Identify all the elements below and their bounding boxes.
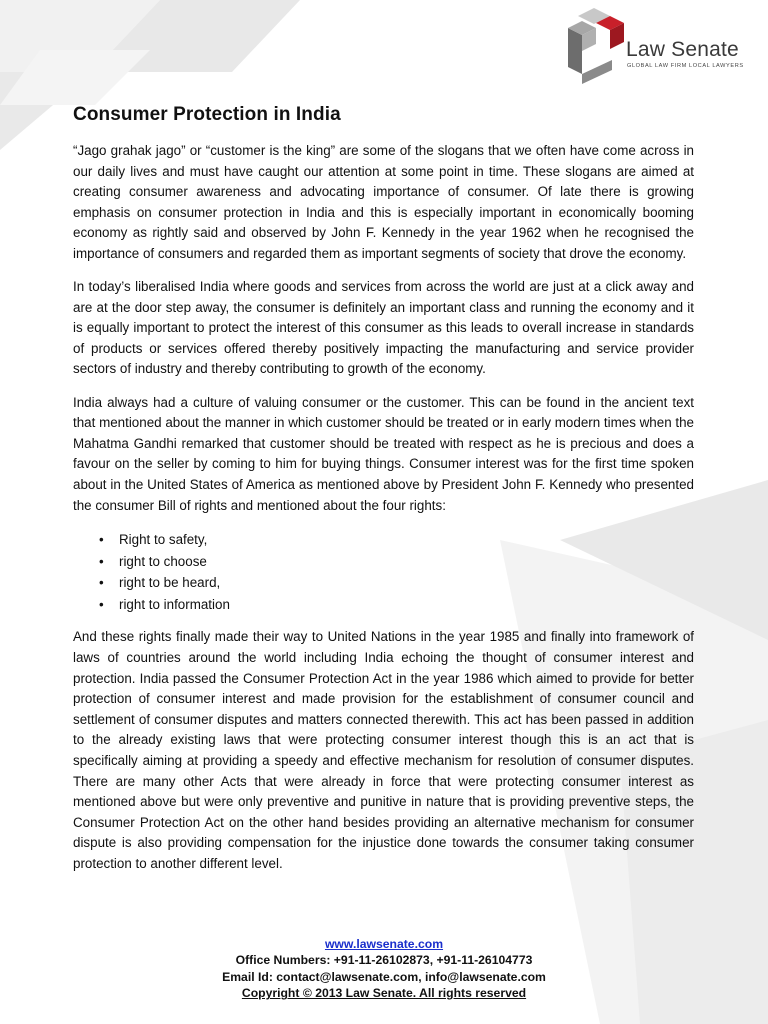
paragraph-2: In today’s liberalised India where goods and services from across the world are just at a click away and are at the door step away, the consumer is definitely an important class and running the economy and it is equally important to protect the interest of this consumer as this leads to overall increase in standards of products or services offered thereby positively impacting the manufacturing and service provider sectors of industry and thereby contributing to growth of the economy.: [73, 279, 694, 377]
logo-name: Law Senate: [626, 38, 739, 61]
right-label: right to information: [119, 596, 230, 612]
list-item: [73, 594, 694, 616]
paragraph-1: “Jago grahak jago” or “customer is the king” are some of the slogans that we often have come across in our daily lives and must have caught our attention at some point in time. These slogans are aimed at creating consumer awareness and advocating importance of consumer. Of late there is growing emphasis on consumer protection in India and this is especially important in economically booming economy as rightly said and observed by John F. Kennedy in the year 1962 when he recognised the importance of consumers and regarded them as important segments of society that drove the economy.: [73, 143, 694, 261]
office-numbers: Office Numbers: +91-11-26102873, +91-11-26104773: [235, 953, 533, 968]
right-label: Right to safety,: [119, 532, 208, 548]
rights-list: [73, 529, 694, 615]
document-body: [73, 104, 694, 887]
logo-tagline: GLOBAL LAW FIRM LOCAL LAWYERS: [627, 63, 744, 69]
logo-cube-icon: [566, 8, 626, 88]
right-label: right to be heard,: [119, 575, 221, 591]
paragraph-4: And these rights finally made their way to United Nations in the year 1985 and finally into framework of laws of countries around the world including India echoing the thought of consumer interest and protection. India passed the Consumer Protection Act in the year 1986 which aimed to provide for better protection of consumer interest and made provision for the establishment of consumer council and settlement of consumer disputes and matters connected therewith. This act has been passed in addition to the already existing laws that were protecting consumer interest though this is an act that is specifically aiming at providing a speedy and effective mechanism for resolution of consumer disputes. There are many other Acts that were already in force that were protecting consumer interest as mentioned above but were only preventive and punitive in nature that is providing preventive steps, the Consumer Protection Act on the other hand besides providing an alternative mechanism for consumer dispute is also providing compensation for the injustice done towards the consumer taking consumer protection to another different level.: [73, 629, 694, 871]
bullet-icon: •: [99, 532, 104, 548]
paragraph-3: India always had a culture of valuing consumer or the customer. This can be found in the ancient text that mentioned about the manner in which customer should be treated or in early modern times when the Mahatma Gandhi remarked that customer should be treated with respect as he is precious and does a favour on the seller by coming to him for buying things. Consumer interest was for the first time spoken about in the United States of America as mentioned above by President John F. Kennedy who presented the consumer Bill of rights and mentioned about the four rights:: [73, 394, 694, 513]
list-item: [73, 572, 694, 594]
right-label: right to choose: [119, 553, 207, 569]
law-senate-logo: [566, 8, 756, 88]
bullet-icon: •: [99, 596, 104, 612]
email-ids: Email Id: contact@lawsenate.com, info@lawsenate.com: [222, 969, 546, 984]
list-item: [73, 529, 694, 551]
website-link[interactable]: www.lawsenate.com: [324, 937, 444, 951]
page-title: Consumer Protection in India: [73, 104, 341, 125]
bullet-icon: •: [99, 553, 104, 569]
copyright: Copyright © 2013 Law Senate. All rights reserved: [241, 986, 527, 1001]
list-item: [73, 551, 694, 573]
footer: [0, 936, 768, 1002]
bullet-icon: •: [99, 575, 104, 591]
